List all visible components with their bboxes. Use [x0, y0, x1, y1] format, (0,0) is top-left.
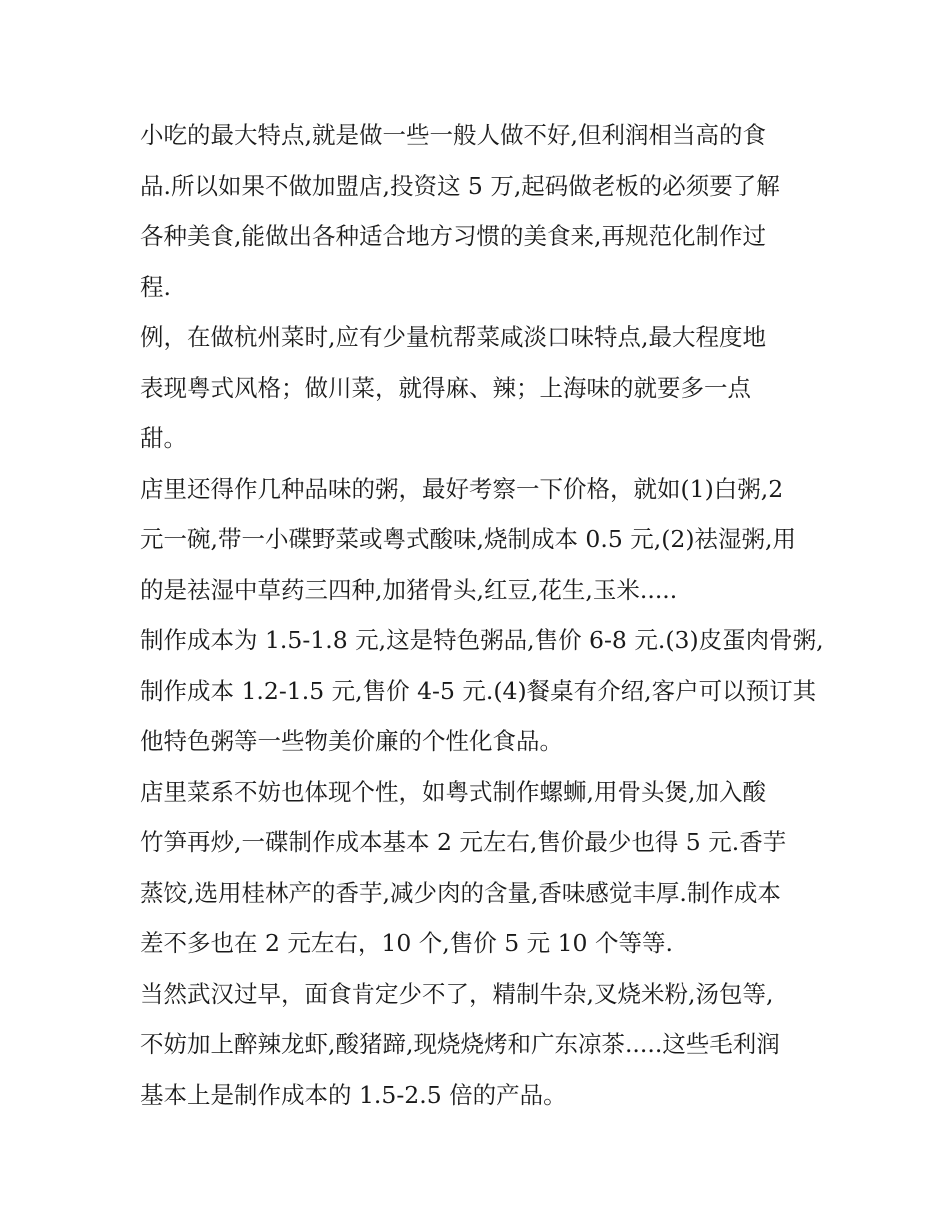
document-body: [140, 110, 824, 1120]
text-line: 品.所以如果不做加盟店,投资这 5 万,起码做老板的必须要了解: [140, 171, 780, 200]
paragraph-regional-flavors: [140, 312, 810, 464]
paragraph-congee-costs: [140, 615, 824, 767]
text-line: 程.: [140, 272, 171, 301]
text-line: 的是祛湿中草药三四种,加猪骨头,红豆,花生,玉米.....: [140, 575, 678, 604]
text-line: 例，在做杭州菜时,应有少量杭帮菜咸淡口味特点,最大程度地: [140, 323, 766, 351]
text-line: 差不多也在 2 元左右，10 个,售价 5 元 10 个等等.: [140, 929, 673, 957]
paragraph-dish-costs: [140, 767, 810, 969]
text-line: 制作成本 1.2-1.5 元,售价 4-5 元.(4)餐桌有介绍,客户可以预订其: [140, 676, 817, 705]
text-line: 竹笋再炒,一碟制作成本基本 2 元左右,售价最少也得 5 元.香芋: [140, 828, 787, 856]
text-line: 店里菜系不妨也体现个性，如粤式制作螺蛳,用骨头煲,加入酸: [140, 777, 766, 806]
text-line: 表现粤式风格；做川菜，就得麻、辣；上海味的就要多一点: [140, 373, 751, 402]
paragraph-wuhan-breakfast: [140, 969, 810, 1121]
text-line: 不妨加上醉辣龙虾,酸猪蹄,现烧烧烤和广东凉茶.....这些毛利润: [140, 1030, 780, 1058]
text-line: 小吃的最大特点,就是做一些一般人做不好,但利润相当高的食: [140, 121, 766, 149]
text-line: 制作成本为 1.5-1.8 元,这是特色粥品,售价 6-8 元.(3)皮蛋肉骨粥,: [140, 626, 824, 654]
text-line: 甜。: [140, 424, 187, 452]
text-line: 他特色粥等一些物美价廉的个性化食品。: [140, 727, 563, 755]
paragraph-congee-prices: [140, 464, 810, 616]
text-line: 各种美食,能做出各种适合地方习惯的美食来,再规范化制作过: [140, 222, 766, 250]
paragraph-snack-features: [140, 110, 810, 312]
text-line: 当然武汉过早，面食肯定少不了，精制牛杂,叉烧米粉,汤包等,: [140, 979, 774, 1008]
text-line: 蒸饺,选用桂林产的香芋,减少肉的含量,香味感觉丰厚.制作成本: [140, 878, 781, 907]
text-line: 元一碗,带一小碟野菜或粤式酸味,烧制成本 0.5 元,(2)祛湿粥,用: [140, 525, 796, 553]
text-line: 基本上是制作成本的 1.5-2.5 倍的产品。: [140, 1080, 567, 1109]
text-line: 店里还得作几种品味的粥，最好考察一下价格，就如(1)白粥,2: [140, 474, 784, 503]
